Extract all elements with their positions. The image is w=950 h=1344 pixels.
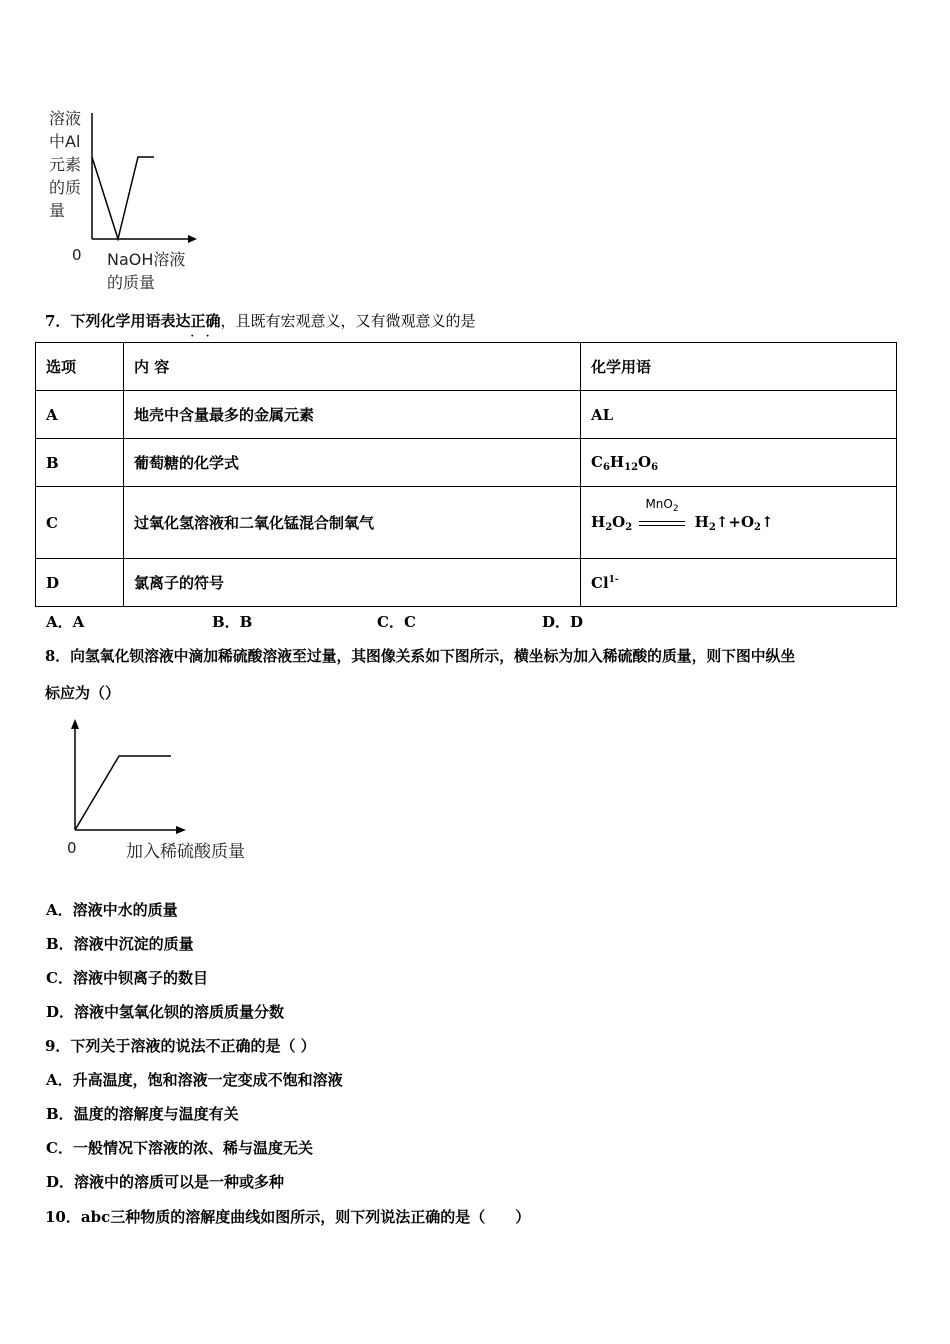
q8-option-b[interactable]: B．溶液中沉淀的质量: [46, 935, 194, 953]
graph2-plot: [65, 715, 195, 840]
table-row: C 过氧化氢溶液和二氧化锰混合制氧气 $H_2O_2$ MnO$_2$ $H_2↑+O_2↑$: [36, 487, 897, 559]
q7-answer-b[interactable]: B．B: [212, 613, 253, 631]
q9-option-b[interactable]: B．温度的溶解度与温度有关: [46, 1105, 239, 1123]
q10-stem: 10．abc三种物质的溶解度曲线如图所示，则下列说法正确的是（ ）: [45, 1208, 531, 1226]
graph2-origin: 0: [67, 839, 77, 857]
header-formula: 化学用语: [581, 343, 897, 391]
graph1-x-arrow: [188, 235, 197, 243]
q8-option-c[interactable]: C．溶液中钡离子的数目: [46, 969, 208, 987]
header-option: 选项: [36, 343, 124, 391]
table-header-row: [36, 343, 897, 391]
graph1-curve: [92, 157, 154, 239]
formula-cell-b: $C_6H_{12}O_6$: [581, 439, 897, 487]
q8-option-d[interactable]: D．溶液中氢氧化钡的溶质质量分数: [46, 1003, 285, 1021]
table-row: B 葡萄糖的化学式 $C_6H_{12}O_6$: [36, 439, 897, 487]
table-row: D 氯离子的符号 $Cl^{1-}$: [36, 559, 897, 607]
formula-cell-c: $H_2O_2$ MnO$_2$ $H_2↑+O_2↑$: [581, 487, 897, 559]
graph1-y-label: 溶液 中Al 元素 的质 量: [49, 109, 82, 220]
q8-option-a[interactable]: A．溶液中水的质量: [46, 901, 178, 919]
q7-table: [35, 342, 897, 607]
q9-option-d[interactable]: D．溶液中的溶质可以是一种或多种: [46, 1173, 285, 1191]
graph1-plot: [85, 105, 205, 250]
graph1-x-label: NaOH溶液 的质量: [107, 250, 186, 292]
q9-option-c[interactable]: C．一般情况下溶液的浓、稀与温度无关: [46, 1139, 313, 1157]
q7-answer-c[interactable]: C．C: [377, 613, 416, 631]
q7-answer-a[interactable]: A．A: [46, 613, 85, 631]
catalyst-arrow: MnO$_2$: [639, 513, 687, 533]
graph2-curve: [75, 756, 171, 830]
emphasis-mark: 正确 ··: [190, 312, 222, 342]
table-row: A 地壳中含量最多的金属元素 AL: [36, 391, 897, 439]
formula-cell-d: $Cl^{1-}$: [581, 559, 897, 607]
graph2-x-label: 加入稀硫酸质量: [126, 842, 245, 862]
q7-answer-d[interactable]: D．D: [542, 613, 584, 631]
graph2-x-arrow: [176, 826, 186, 834]
q8-stem-line1: 8．向氢氧化钡溶液中滴加稀硫酸溶液至过量，其图像关系如下图所示，横坐标为加入稀硫酸的质量，则下图中纵坐: [45, 648, 796, 665]
formula-cell-a: AL: [581, 391, 897, 439]
q9-option-a[interactable]: A．升高温度，饱和溶液一定变成不饱和溶液: [46, 1071, 343, 1089]
graph2-y-arrow: [71, 719, 79, 729]
q9-stem: 9．下列关于溶液的说法不正确的是（ ）: [45, 1037, 316, 1055]
q8-stem-line2: 标应为（）: [45, 684, 121, 702]
graph1-origin: 0: [72, 246, 82, 264]
q7-stem: 7．下列化学用语表达正确 ·· ，且既有宏观意义，又有微观意义的是: [45, 312, 476, 342]
header-content: 内 容: [124, 343, 581, 391]
